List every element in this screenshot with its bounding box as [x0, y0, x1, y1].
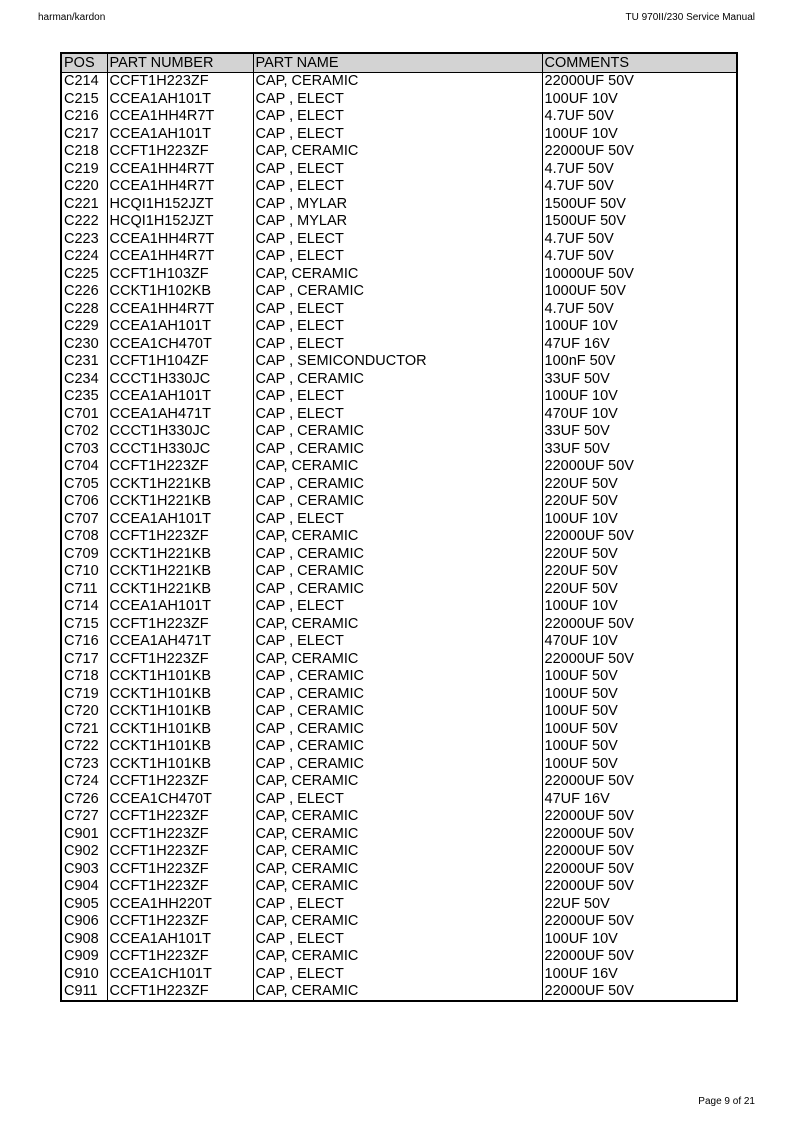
cell-part-number: CCEA1AH101T — [107, 125, 253, 143]
cell-pos: C702 — [61, 423, 107, 441]
cell-part-number: CCKT1H101KB — [107, 668, 253, 686]
cell-part-number: CCCT1H330JC — [107, 423, 253, 441]
cell-pos: C711 — [61, 580, 107, 598]
cell-comments: 100UF 10V — [542, 598, 737, 616]
parts-table-header — [61, 53, 737, 72]
cell-pos: C908 — [61, 930, 107, 948]
cell-comments: 22000UF 50V — [542, 808, 737, 826]
cell-comments: 1500UF 50V — [542, 213, 737, 231]
cell-pos: C716 — [61, 633, 107, 651]
cell-pos: C905 — [61, 895, 107, 913]
cell-pos: C235 — [61, 388, 107, 406]
cell-part-name: CAP, CERAMIC — [253, 983, 542, 1002]
table-row — [61, 493, 737, 511]
table-row — [61, 72, 737, 90]
cell-pos: C231 — [61, 353, 107, 371]
cell-part-number: CCEA1HH4R7T — [107, 248, 253, 266]
table-row — [61, 860, 737, 878]
table-row — [61, 790, 737, 808]
cell-comments: 22000UF 50V — [542, 860, 737, 878]
cell-pos: C902 — [61, 843, 107, 861]
cell-pos: C214 — [61, 72, 107, 90]
cell-part-number: CCEA1AH101T — [107, 930, 253, 948]
table-row — [61, 125, 737, 143]
cell-pos: C224 — [61, 248, 107, 266]
cell-comments: 100UF 10V — [542, 125, 737, 143]
cell-pos: C234 — [61, 370, 107, 388]
cell-comments: 4.7UF 50V — [542, 160, 737, 178]
table-row — [61, 370, 737, 388]
table-row — [61, 720, 737, 738]
table-row — [61, 703, 737, 721]
cell-part-number: CCFT1H223ZF — [107, 143, 253, 161]
table-row — [61, 248, 737, 266]
table-row — [61, 668, 737, 686]
cell-pos: C707 — [61, 510, 107, 528]
cell-part-number: CCFT1H223ZF — [107, 983, 253, 1002]
table-row — [61, 615, 737, 633]
cell-comments: 220UF 50V — [542, 493, 737, 511]
cell-comments: 1500UF 50V — [542, 195, 737, 213]
table-row — [61, 90, 737, 108]
cell-comments: 100UF 50V — [542, 738, 737, 756]
cell-part-name: CAP , ELECT — [253, 895, 542, 913]
cell-part-name: CAP , MYLAR — [253, 195, 542, 213]
table-row — [61, 353, 737, 371]
cell-comments: 22000UF 50V — [542, 878, 737, 896]
cell-part-name: CAP , ELECT — [253, 965, 542, 983]
cell-pos: C717 — [61, 650, 107, 668]
cell-part-number: CCFT1H223ZF — [107, 528, 253, 546]
table-row — [61, 440, 737, 458]
cell-comments: 220UF 50V — [542, 580, 737, 598]
cell-part-name: CAP , ELECT — [253, 108, 542, 126]
cell-part-number: CCEA1HH4R7T — [107, 160, 253, 178]
cell-comments: 4.7UF 50V — [542, 300, 737, 318]
table-row — [61, 405, 737, 423]
cell-pos: C706 — [61, 493, 107, 511]
table-row — [61, 843, 737, 861]
cell-part-number: CCFT1H223ZF — [107, 913, 253, 931]
cell-part-name: CAP, CERAMIC — [253, 265, 542, 283]
cell-comments: 22000UF 50V — [542, 458, 737, 476]
column-header-part-number: PART NUMBER — [107, 53, 253, 72]
table-row — [61, 913, 737, 931]
cell-comments: 22000UF 50V — [542, 983, 737, 1002]
cell-part-name: CAP , ELECT — [253, 300, 542, 318]
cell-part-name: CAP, CERAMIC — [253, 860, 542, 878]
cell-pos: C215 — [61, 90, 107, 108]
cell-pos: C221 — [61, 195, 107, 213]
cell-pos: C911 — [61, 983, 107, 1002]
cell-comments: 220UF 50V — [542, 545, 737, 563]
cell-comments: 100UF 10V — [542, 90, 737, 108]
cell-comments: 33UF 50V — [542, 440, 737, 458]
cell-part-number: CCEA1CH101T — [107, 965, 253, 983]
table-row — [61, 545, 737, 563]
cell-part-number: CCKT1H221KB — [107, 563, 253, 581]
cell-comments: 47UF 16V — [542, 790, 737, 808]
cell-part-name: CAP, CERAMIC — [253, 528, 542, 546]
cell-part-number: CCEA1HH4R7T — [107, 300, 253, 318]
table-row — [61, 878, 737, 896]
cell-pos: C701 — [61, 405, 107, 423]
table-row — [61, 388, 737, 406]
table-row — [61, 423, 737, 441]
table-row — [61, 160, 737, 178]
cell-pos: C704 — [61, 458, 107, 476]
table-row — [61, 633, 737, 651]
cell-comments: 22000UF 50V — [542, 143, 737, 161]
cell-part-name: CAP, CERAMIC — [253, 458, 542, 476]
cell-part-name: CAP, CERAMIC — [253, 825, 542, 843]
table-row — [61, 335, 737, 353]
brand-name: harman/kardon — [38, 12, 106, 23]
cell-part-name: CAP , ELECT — [253, 598, 542, 616]
cell-comments: 22000UF 50V — [542, 615, 737, 633]
cell-pos: C229 — [61, 318, 107, 336]
cell-comments: 22000UF 50V — [542, 825, 737, 843]
cell-part-name: CAP , CERAMIC — [253, 370, 542, 388]
cell-comments: 100nF 50V — [542, 353, 737, 371]
cell-part-number: CCKT1H101KB — [107, 738, 253, 756]
cell-part-number: CCKT1H221KB — [107, 493, 253, 511]
cell-part-number: CCKT1H221KB — [107, 475, 253, 493]
cell-pos: C910 — [61, 965, 107, 983]
cell-part-name: CAP , ELECT — [253, 388, 542, 406]
cell-comments: 33UF 50V — [542, 370, 737, 388]
cell-part-name: CAP , CERAMIC — [253, 580, 542, 598]
cell-pos: C220 — [61, 178, 107, 196]
cell-comments: 47UF 16V — [542, 335, 737, 353]
cell-pos: C903 — [61, 860, 107, 878]
cell-comments: 100UF 10V — [542, 318, 737, 336]
cell-pos: C708 — [61, 528, 107, 546]
cell-part-name: CAP , MYLAR — [253, 213, 542, 231]
cell-part-number: CCEA1AH101T — [107, 90, 253, 108]
cell-comments: 22000UF 50V — [542, 773, 737, 791]
column-header-part-name: PART NAME — [253, 53, 542, 72]
cell-pos: C216 — [61, 108, 107, 126]
cell-pos: C705 — [61, 475, 107, 493]
cell-part-name: CAP , CERAMIC — [253, 283, 542, 301]
parts-table-body — [61, 72, 737, 1001]
cell-pos: C222 — [61, 213, 107, 231]
cell-comments: 10000UF 50V — [542, 265, 737, 283]
cell-part-name: CAP , ELECT — [253, 125, 542, 143]
table-row — [61, 108, 737, 126]
cell-part-number: CCFT1H223ZF — [107, 808, 253, 826]
cell-part-name: CAP, CERAMIC — [253, 948, 542, 966]
cell-pos: C217 — [61, 125, 107, 143]
cell-comments: 22000UF 50V — [542, 72, 737, 90]
cell-part-number: CCEA1CH470T — [107, 335, 253, 353]
cell-part-number: CCFT1H223ZF — [107, 825, 253, 843]
cell-part-number: CCFT1H104ZF — [107, 353, 253, 371]
cell-part-name: CAP, CERAMIC — [253, 843, 542, 861]
cell-part-name: CAP , ELECT — [253, 335, 542, 353]
cell-comments: 4.7UF 50V — [542, 248, 737, 266]
table-row — [61, 265, 737, 283]
cell-part-name: CAP, CERAMIC — [253, 72, 542, 90]
cell-pos: C223 — [61, 230, 107, 248]
table-row — [61, 213, 737, 231]
cell-pos: C720 — [61, 703, 107, 721]
table-row — [61, 598, 737, 616]
cell-part-name: CAP , ELECT — [253, 405, 542, 423]
cell-pos: C906 — [61, 913, 107, 931]
cell-part-number: CCEA1HH4R7T — [107, 230, 253, 248]
cell-comments: 22000UF 50V — [542, 913, 737, 931]
cell-part-name: CAP , ELECT — [253, 633, 542, 651]
cell-pos: C709 — [61, 545, 107, 563]
cell-pos: C726 — [61, 790, 107, 808]
cell-part-name: CAP , ELECT — [253, 790, 542, 808]
table-row — [61, 475, 737, 493]
cell-comments: 220UF 50V — [542, 475, 737, 493]
cell-part-name: CAP, CERAMIC — [253, 615, 542, 633]
cell-part-number: CCFT1H223ZF — [107, 72, 253, 90]
cell-part-number: HCQI1H152JZT — [107, 213, 253, 231]
cell-comments: 100UF 50V — [542, 685, 737, 703]
cell-part-name: CAP , ELECT — [253, 510, 542, 528]
cell-part-number: CCEA1AH101T — [107, 598, 253, 616]
cell-pos: C719 — [61, 685, 107, 703]
cell-pos: C225 — [61, 265, 107, 283]
page-number: Page 9 of 21 — [698, 1096, 755, 1107]
table-row — [61, 563, 737, 581]
cell-part-name: CAP, CERAMIC — [253, 650, 542, 668]
table-row — [61, 895, 737, 913]
cell-pos: C909 — [61, 948, 107, 966]
cell-comments: 22000UF 50V — [542, 650, 737, 668]
cell-part-name: CAP , CERAMIC — [253, 545, 542, 563]
cell-part-name: CAP , CERAMIC — [253, 755, 542, 773]
cell-comments: 1000UF 50V — [542, 283, 737, 301]
cell-part-number: CCKT1H221KB — [107, 545, 253, 563]
cell-part-name: CAP , CERAMIC — [253, 563, 542, 581]
table-row — [61, 230, 737, 248]
cell-comments: 4.7UF 50V — [542, 108, 737, 126]
cell-part-name: CAP , CERAMIC — [253, 493, 542, 511]
cell-part-number: CCKT1H221KB — [107, 580, 253, 598]
cell-part-number: CCCT1H330JC — [107, 370, 253, 388]
table-row — [61, 318, 737, 336]
table-row — [61, 510, 737, 528]
cell-part-number: CCCT1H330JC — [107, 440, 253, 458]
cell-part-number: CCFT1H103ZF — [107, 265, 253, 283]
cell-pos: C230 — [61, 335, 107, 353]
manual-title: TU 970II/230 Service Manual — [625, 12, 755, 23]
cell-part-number: CCFT1H223ZF — [107, 615, 253, 633]
cell-comments: 33UF 50V — [542, 423, 737, 441]
cell-part-number: CCKT1H101KB — [107, 720, 253, 738]
cell-part-number: CCEA1AH101T — [107, 318, 253, 336]
cell-part-number: CCEA1HH220T — [107, 895, 253, 913]
cell-part-number: CCFT1H223ZF — [107, 878, 253, 896]
cell-comments: 100UF 50V — [542, 720, 737, 738]
table-row — [61, 948, 737, 966]
cell-pos: C226 — [61, 283, 107, 301]
cell-part-number: CCFT1H223ZF — [107, 843, 253, 861]
table-row — [61, 143, 737, 161]
cell-comments: 100UF 10V — [542, 930, 737, 948]
table-row — [61, 178, 737, 196]
cell-comments: 22UF 50V — [542, 895, 737, 913]
cell-comments: 470UF 10V — [542, 405, 737, 423]
parts-table — [60, 52, 738, 1002]
cell-comments: 100UF 50V — [542, 755, 737, 773]
table-row — [61, 300, 737, 318]
cell-part-number: CCEA1HH4R7T — [107, 108, 253, 126]
cell-comments: 22000UF 50V — [542, 948, 737, 966]
table-row — [61, 528, 737, 546]
cell-part-name: CAP , ELECT — [253, 930, 542, 948]
table-row — [61, 930, 737, 948]
cell-part-number: CCKT1H101KB — [107, 755, 253, 773]
cell-part-number: CCFT1H223ZF — [107, 860, 253, 878]
table-row — [61, 458, 737, 476]
cell-part-name: CAP , ELECT — [253, 230, 542, 248]
cell-part-number: CCKT1H101KB — [107, 685, 253, 703]
cell-part-name: CAP , SEMICONDUCTOR — [253, 353, 542, 371]
cell-part-number: CCKT1H102KB — [107, 283, 253, 301]
cell-part-number: CCFT1H223ZF — [107, 773, 253, 791]
cell-part-name: CAP, CERAMIC — [253, 878, 542, 896]
table-row — [61, 283, 737, 301]
cell-part-name: CAP , CERAMIC — [253, 738, 542, 756]
cell-part-number: CCEA1AH101T — [107, 510, 253, 528]
cell-pos: C714 — [61, 598, 107, 616]
cell-pos: C715 — [61, 615, 107, 633]
cell-part-name: CAP , CERAMIC — [253, 440, 542, 458]
cell-pos: C904 — [61, 878, 107, 896]
cell-comments: 100UF 50V — [542, 703, 737, 721]
cell-part-name: CAP , CERAMIC — [253, 475, 542, 493]
cell-pos: C727 — [61, 808, 107, 826]
cell-pos: C723 — [61, 755, 107, 773]
cell-comments: 220UF 50V — [542, 563, 737, 581]
table-row — [61, 580, 737, 598]
table-row — [61, 808, 737, 826]
cell-part-number: CCEA1HH4R7T — [107, 178, 253, 196]
cell-pos: C721 — [61, 720, 107, 738]
cell-pos: C710 — [61, 563, 107, 581]
cell-part-name: CAP , CERAMIC — [253, 668, 542, 686]
cell-part-name: CAP , ELECT — [253, 178, 542, 196]
cell-comments: 470UF 10V — [542, 633, 737, 651]
cell-part-name: CAP, CERAMIC — [253, 143, 542, 161]
column-header-pos: POS — [61, 53, 107, 72]
cell-part-name: CAP , ELECT — [253, 160, 542, 178]
cell-comments: 4.7UF 50V — [542, 230, 737, 248]
cell-comments: 4.7UF 50V — [542, 178, 737, 196]
cell-comments: 100UF 16V — [542, 965, 737, 983]
cell-part-number: CCFT1H223ZF — [107, 948, 253, 966]
cell-pos: C219 — [61, 160, 107, 178]
table-row — [61, 983, 737, 1002]
cell-part-number: CCEA1CH470T — [107, 790, 253, 808]
table-row — [61, 650, 737, 668]
cell-part-number: CCEA1AH471T — [107, 633, 253, 651]
cell-pos: C901 — [61, 825, 107, 843]
cell-part-number: HCQI1H152JZT — [107, 195, 253, 213]
cell-comments: 22000UF 50V — [542, 528, 737, 546]
cell-part-name: CAP , ELECT — [253, 248, 542, 266]
cell-pos: C722 — [61, 738, 107, 756]
cell-comments: 22000UF 50V — [542, 843, 737, 861]
cell-part-name: CAP , CERAMIC — [253, 685, 542, 703]
cell-part-name: CAP , ELECT — [253, 90, 542, 108]
cell-part-name: CAP, CERAMIC — [253, 808, 542, 826]
table-row — [61, 738, 737, 756]
cell-pos: C218 — [61, 143, 107, 161]
cell-part-number: CCFT1H223ZF — [107, 650, 253, 668]
cell-pos: C228 — [61, 300, 107, 318]
table-row — [61, 825, 737, 843]
table-row — [61, 773, 737, 791]
cell-part-name: CAP , CERAMIC — [253, 720, 542, 738]
cell-comments: 100UF 10V — [542, 388, 737, 406]
cell-part-number: CCFT1H223ZF — [107, 458, 253, 476]
table-row — [61, 965, 737, 983]
cell-part-name: CAP , CERAMIC — [253, 703, 542, 721]
cell-part-name: CAP , ELECT — [253, 318, 542, 336]
header-row — [61, 53, 737, 72]
cell-part-number: CCEA1AH101T — [107, 388, 253, 406]
cell-part-number: CCKT1H101KB — [107, 703, 253, 721]
cell-part-name: CAP, CERAMIC — [253, 773, 542, 791]
cell-pos: C703 — [61, 440, 107, 458]
table-row — [61, 755, 737, 773]
cell-part-number: CCEA1AH471T — [107, 405, 253, 423]
table-row — [61, 685, 737, 703]
cell-pos: C724 — [61, 773, 107, 791]
cell-comments: 100UF 10V — [542, 510, 737, 528]
cell-comments: 100UF 50V — [542, 668, 737, 686]
cell-pos: C718 — [61, 668, 107, 686]
column-header-comments: COMMENTS — [542, 53, 737, 72]
cell-part-name: CAP , CERAMIC — [253, 423, 542, 441]
cell-part-name: CAP, CERAMIC — [253, 913, 542, 931]
table-row — [61, 195, 737, 213]
